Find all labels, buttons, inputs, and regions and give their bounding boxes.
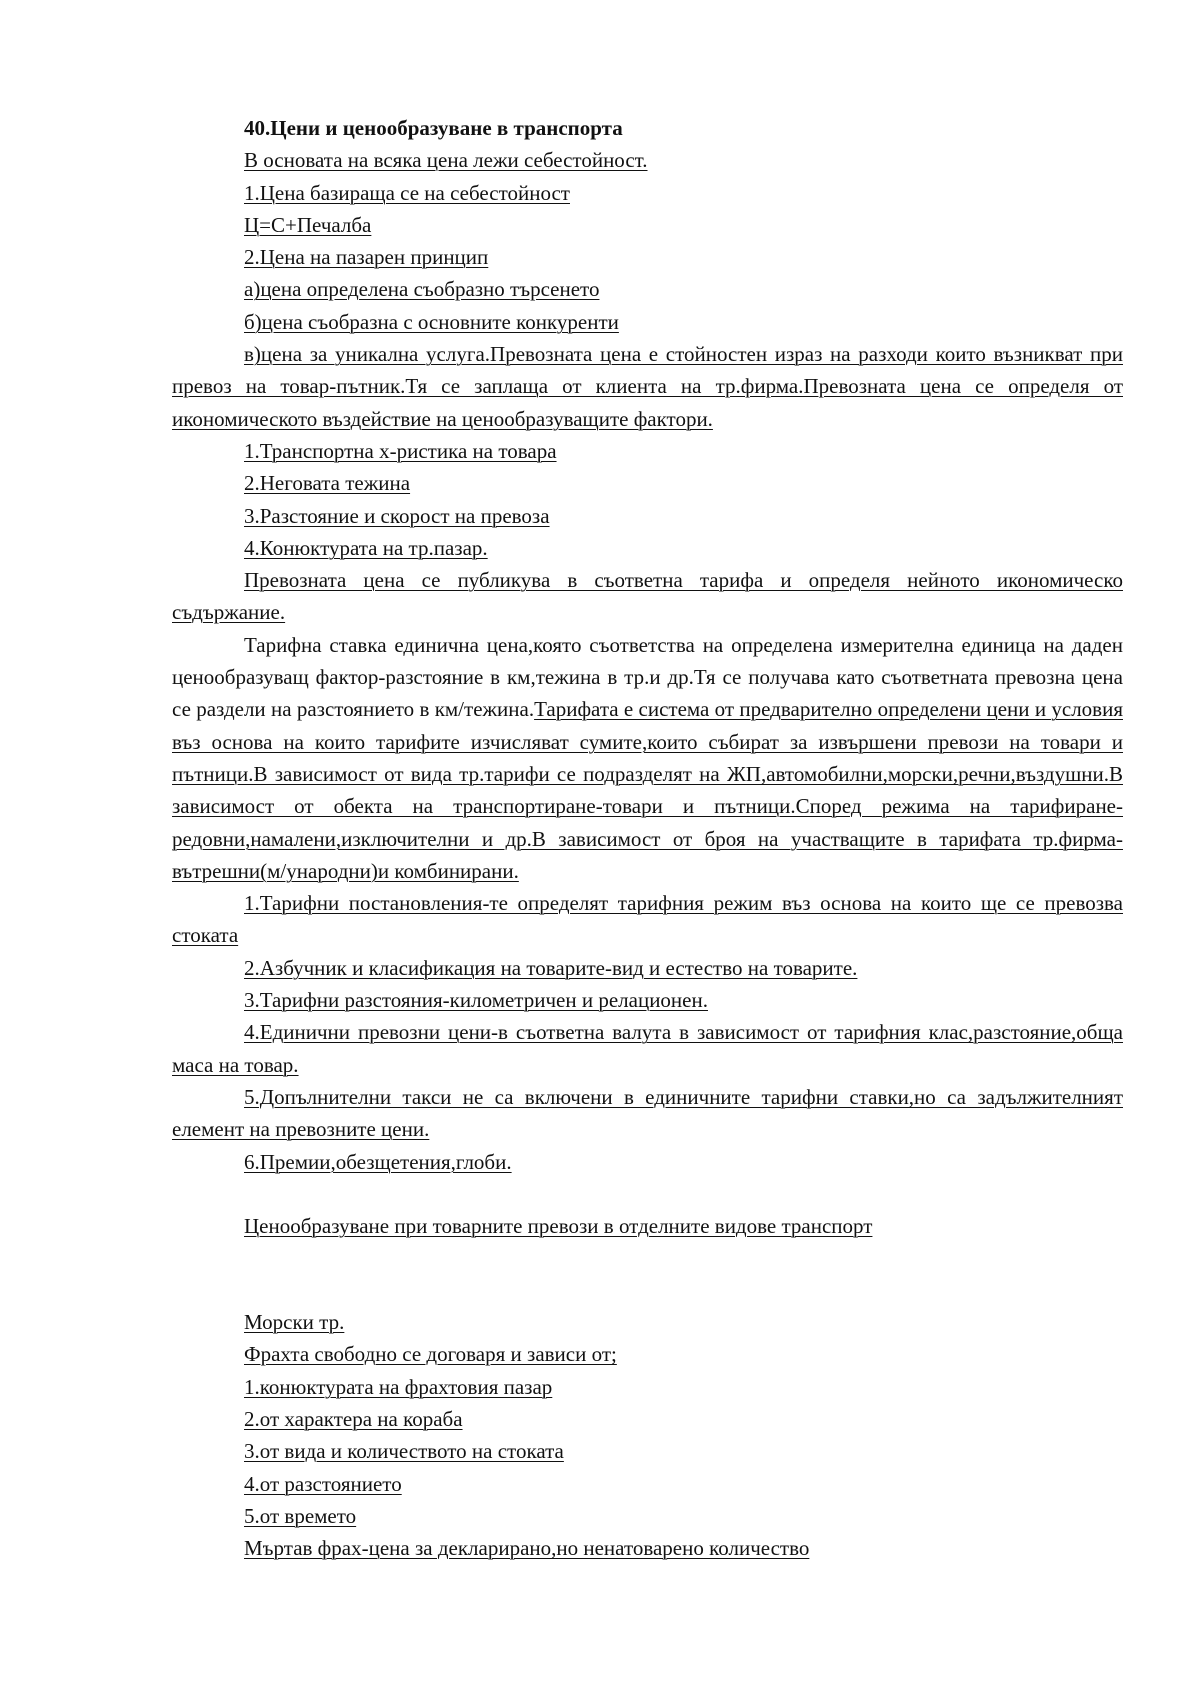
- spacer: [172, 1178, 1123, 1210]
- document-title: 40.Цени и ценообразуване в транспорта: [244, 116, 623, 140]
- tariff-item: 1.Тарифни постановления-те определят тарифния режим въз основа на които ще се превозва стоката: [172, 891, 1123, 948]
- intro-line: б)цена съобразна с основните конкуренти: [244, 309, 619, 334]
- factor-item: 4.Конюктурата на тр.пазар.: [244, 535, 488, 560]
- factor-item: 1.Транспортна х-ристика на товара: [244, 438, 557, 463]
- tariff-item: 4.Единични превозни цени-в съответна валута в зависимост от тарифния клас,разстояние,обща маса на товар.: [172, 1020, 1123, 1077]
- sea-transport-line: 4.от разстоянието: [244, 1471, 402, 1496]
- sea-transport-line: 3.от вида и количеството на стоката: [244, 1439, 564, 1464]
- intro-line: 2.Цена на пазарен принцип: [244, 245, 489, 270]
- tariff-types-text: В зависимост от вида тр.тарифи се подразделят на ЖП,автомобилни,морски,речни,въздушни.В зависимост от обекта на транспортиране-товари и пътници.Според режима на тарифиране-редовни,намалени,изключителни и др.В зависимост от броя на участващите в тарифата тр.фирма-вътрешни(м/ународни)и комбинирани.: [172, 761, 1123, 883]
- tariff-item: 2.Азбучник и класификация на товарите-вид и естество на товарите.: [244, 955, 858, 980]
- tariff-definition-text: Тарифата е система от предварително определени цени и условия въз основа на които тарифите изчисляват сумите,които събират за извършени превози на товари и пътници.: [172, 697, 1123, 786]
- document-page: [172, 112, 1123, 1564]
- sea-transport-line: Морски тр.: [244, 1310, 345, 1335]
- paragraph-tariff: Превозната цена се публикува в съответна тарифа и определя нейното икономическо съдържание.: [172, 568, 1123, 625]
- factor-item: 2.Неговата тежина: [244, 471, 411, 496]
- sea-transport-line: 5.от времето: [244, 1503, 357, 1528]
- sea-transport-line: 2.от характера на кораба: [244, 1406, 463, 1431]
- sea-transport-line: Фрахта свободно се договаря и зависи от;: [244, 1342, 617, 1367]
- tariff-item: 3.Тарифни разстояния-километричен и релационен.: [244, 988, 708, 1013]
- paragraph-unique-service: в)цена за уникална услуга.Превозната цена е стойностен израз на разходи които възникват при превоз на товар-пътник.Тя се заплаща от клиента на тр.фирма.Превозната цена се определя от икономическото въздействие на ценообразуващите фактори.: [172, 342, 1123, 431]
- sea-transport-line: 1.конюктурата на фрахтовия пазар: [244, 1374, 553, 1399]
- paragraph-tariff-rate: [172, 629, 1123, 887]
- sea-transport-line: Мъртав фрах-цена за декларирано,но ненатоварено количество: [244, 1536, 810, 1561]
- factor-item: 3.Разстояние и скорост на превоза: [244, 503, 550, 528]
- spacer: [172, 1242, 1123, 1306]
- intro-line: В основата на всяка цена лежи себестойност.: [244, 148, 648, 173]
- section-heading: Ценообразуване при товарните превози в отделните видове транспорт: [244, 1213, 873, 1238]
- tariff-item: 5.Допълнителни такси не са включени в единичните тарифни ставки,но са задължителният елемент на превозните цени.: [172, 1084, 1123, 1142]
- tariff-item: 6.Премии,обезщетения,глоби.: [244, 1149, 512, 1174]
- intro-line: а)цена определена съобразно търсенето: [244, 277, 600, 302]
- intro-line: 1.Цена базираща се на себестойност: [244, 180, 570, 205]
- intro-line: Ц=С+Печалба: [244, 212, 372, 237]
- tariff-rate-text: Тарифна ставка единична цена,която съответства на определена измерителна единица на даден ценообразуващ фактор-разстояние в км,тежина в тр.и др.Тя се получава като съответната превозна цена се раздели на разстоянието в км/тежина.: [172, 632, 1123, 722]
